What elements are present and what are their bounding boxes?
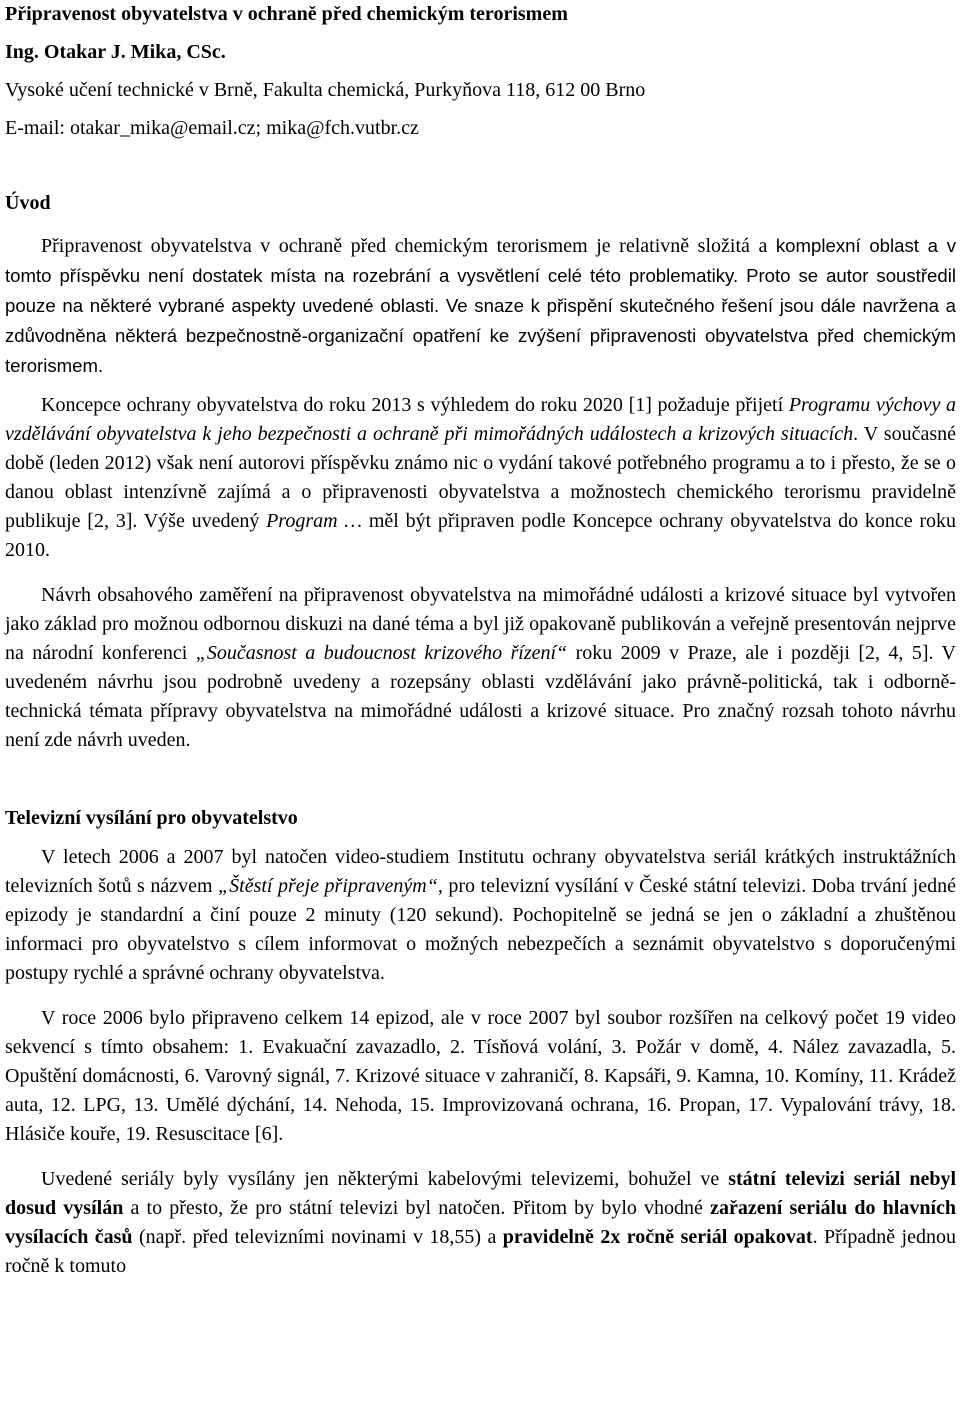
intro-paragraph-2 [5,391,956,565]
intro-p2-program-title: Programu výchovy a vzdělávání obyvatelstva k jeho bezpečnosti a ochraně při mimořádných událostech a krizových situacích [5,394,956,445]
author-email: E-mail: otakar_mika@email.cz; mika@fch.vutbr.cz [5,117,419,139]
tv-paragraph-2: V roce 2006 bylo připraveno celkem 14 epizod, ale v roce 2007 byl soubor rozšířen na celkový počet 19 video sekvencí s tímto obsahem: 1. Evakuační zavazadlo, 2. Tísňová volání, 3. Požár v domě, 4. Nález zavazadla, 5. Opuštění domácnosti, 6. Varovný signál, 7. Krizové situace v zahraničí, 8. Kapsáři, 9. Kamna, 10. Komíny, 11. Krádež auta, 12. LPG, 13. Umělé dýchání, 14. Nehoda, 15. Improvizovaná ochrana, 16. Propan, 17. Vypalování trávy, 18. Hlásiče kouře, 19. Resuscitace [6]. [5,1007,956,1145]
intro-p2-program-ref: Program … [266,510,363,532]
tv-p3-bold-3: pravidelně 2x ročně seriál opakovat [502,1226,813,1248]
tv-p3-text-4: . Případně jednou ročně k tomuto [5,1226,956,1277]
section-heading-tv: Televizní vysílání pro obyvatelstvo [5,807,298,829]
tv-paragraph-1 [5,843,956,988]
intro-paragraph-1 [5,231,956,381]
tv-p1-text-1: V letech 2006 a 2007 byl natočen video-studiem Institutu ochrany obyvatelstva seriál krátkých instruktážních televizních šotů s názvem [5,846,956,897]
intro-p3-conference-title: „Současnost a budoucnost krizového řízení“ [195,642,568,664]
intro-p3-text-2: roku 2009 v Praze, ale i později [2, 4, 5]. V uvedeném návrhu jsou podrobně uvedeny a rozepsány oblasti vzdělávání jako právně-politická, tak i odborně-technická témata přípravy obyvatelstva na mimořádné události a krizové situace. Pro značný rozsah tohoto návrhu není zde návrh uveden. [5,642,956,751]
intro-p2-text-3: měl být připraven podle Koncepce ochrany obyvatelstva do konce roku 2010. [5,510,956,561]
tv-p3-text-2: a to přesto, že pro státní televizi byl natočen. Přitom by bylo vhodné [123,1197,711,1219]
tv-p3-text-3: (např. před televizními novinami v 18,55) a [132,1226,503,1248]
tv-p3-text-1: Uvedené seriály byly vysílány jen některými kabelovými televizemi, bohužel ve [41,1168,729,1190]
tv-p3-bold-1: státní televizi seriál nebyl dosud vysílán [5,1168,956,1219]
intro-p3-text-1: Návrh obsahového zaměření na připravenost obyvatelstva na mimořádné události a krizové situace byl vytvořen jako základ pro možnou odbornou diskuzi na dané téma a byl již opakovaně publikován a veřejně presentován nejprve na národní konferenci [5,584,956,664]
section-heading-intro: Úvod [5,192,51,214]
tv-paragraph-3 [5,1165,956,1281]
tv-p1-text-2: pro televizní vysílání v České státní televizi. Doba trvání jedné epizody je standardní a činí pouze 2 minuty (120 sekund). Pochopitelně se jedná se jen o základní a zhuštěnou informaci pro obyvatelstvo s cílem informovat o možných nebezpečích a seznámit obyvatelstvo s doporučenými postupy rychlé a správné ochrany obyvatelstva. [5,875,956,984]
tv-p1-series-title: „Štěstí přeje připraveným“, [218,875,443,897]
intro-p2-text-1: Koncepce ochrany obyvatelstva do roku 2013 s výhledem do roku 2020 [1] požaduje přijetí [41,394,789,416]
paper-title: Připravenost obyvatelstva v ochraně před chemickým terorismem [5,3,568,25]
author-affiliation: Vysoké učení technické v Brně, Fakulta chemická, Purkyňova 118, 612 00 Brno [5,79,646,101]
intro-p1-first-line: Připravenost obyvatelstva v ochraně před chemickým terorismem je relativně složitá a [41,235,776,257]
intro-p2-text-2: . V současné době (leden 2012) však není autorovi příspěvku známo nic o vydání takové potřebného programu a to i přesto, že se o danou oblast intenzívně zajímá a o připravenosti obyvatelstva a možnostech chemického terorismu pravidelně publikuje [2, 3]. Výše uvedený [5,423,956,532]
tv-p3-bold-2: zařazení seriálu do hlavních vysílacích časů [5,1197,957,1248]
intro-paragraph-3 [5,581,956,755]
author-name: Ing. Otakar J. Mika, CSc. [5,41,226,63]
intro-p1-rest: komplexní oblast a v tomto příspěvku není dostatek místa na rozebrání a vysvětlení celé této problematiky. Proto se autor soustředil pouze na některé vybrané aspekty uvedené oblasti. Ve snaze k přispění skutečného řešení jsou dále navržena a zdůvodněna některá bezpečnostně-organizační opatření ke zvýšení připravenosti obyvatelstva před chemickým terorismem. [5,235,957,376]
